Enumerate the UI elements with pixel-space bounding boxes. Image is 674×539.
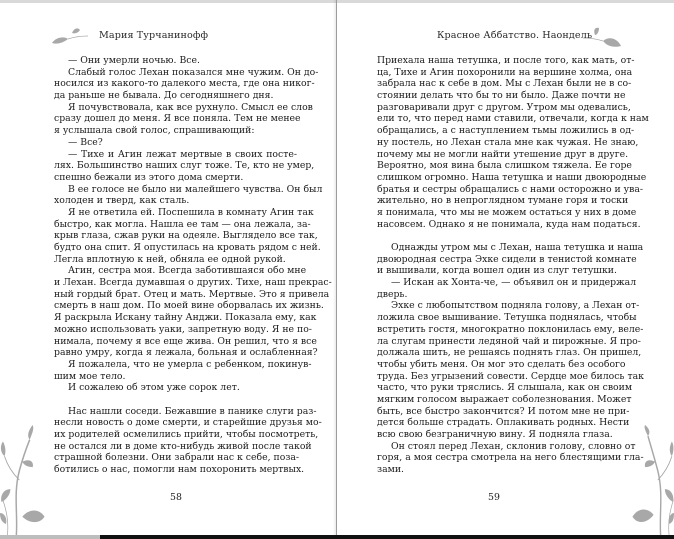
text-line: — Искан ак Хонта-че, — объявил он и придержал — [391, 277, 637, 289]
text-line: Нас нашли соседи. Бежавшие в панике слуги раз- — [68, 405, 317, 417]
text-line: должала шить, не решаясь поднять глаз. Он пришел, — [377, 347, 642, 359]
text-line: холоден и тверд, как сталь. — [54, 195, 190, 207]
text-line: ца, Тихе и Агин похоронили на вершине холма, она — [377, 66, 633, 78]
text-line: я понимала, что мы не можем остаться у них в доме — [377, 206, 637, 218]
text-line: Он стоял перед Лехан, склонив голову, словно от — [391, 440, 636, 452]
text-line: зами. — [377, 464, 404, 476]
text-line: ботились о нас, помогли нам похоронить мертвых. — [54, 464, 305, 476]
paragraph-break — [377, 230, 620, 242]
text-line: шим мое тело. — [54, 370, 126, 382]
text-line: Однажды утром мы с Лехан, наша тетушка и наша — [391, 242, 644, 253]
text-line: страшной болезни. Они забрали нас к себе, поза- — [54, 452, 300, 464]
text-line: часто, что руки тряслись. Я слышала, как он своим — [377, 382, 633, 394]
page-number-59: 59 — [488, 492, 500, 503]
text-line: встретить гостя, многократно поклонилась ему, веле- — [377, 323, 644, 335]
leaf-sprig-ornament-icon — [50, 24, 90, 46]
text-line: носился из какого-то далекого места, где она никог- — [54, 78, 315, 90]
left-page-body-text — [54, 55, 332, 476]
text-line: Легла вплотную к ней, обняла ее одной рукой. — [54, 253, 286, 265]
right-page-body-text — [377, 55, 649, 476]
text-line: и Лехан. Всегда думавшая о других. Тихе, наш прекрас- — [54, 277, 332, 289]
text-line: сразу дошел до меня. Я все поняла. Тем не менее — [54, 113, 301, 125]
text-line: Агин, сестра моя. Всегда заботившаяся обо мне — [68, 265, 307, 277]
text-line: Я раскрыла Искану тайну Анджи. Показала ему, как — [54, 312, 317, 324]
text-line: не остался ли в доме кто-нибудь живой после такой — [54, 440, 312, 452]
text-line: дется больше страдать. Оплакивать родных. Нести — [377, 417, 630, 429]
text-line: Эхке с любопытством подняла голову, а Лехан от- — [391, 300, 640, 312]
text-line: Я не ответила ей. Поспешила в комнату Агин так — [68, 206, 314, 218]
page-bottom-edge — [0, 535, 674, 539]
text-line: насовсем. Однако я не понимала, куда нам податься. — [377, 218, 641, 230]
paragraph-break — [54, 394, 297, 406]
text-line: быть, все быстро закончится? И потом мне не при- — [377, 405, 630, 417]
text-line: всю свою безграничную вину. Я подняла глаза. — [377, 429, 613, 440]
text-line: Вероятно, моя вина была слишком тяжела. Ее горе — [377, 160, 632, 172]
text-line: обращались, а с наступлением тьмы ложились в од- — [377, 125, 635, 137]
text-line: братья и сестры обращались с нами осторожно и ува- — [377, 183, 644, 195]
running-head-title: Красное Аббатство. Наондель — [437, 30, 593, 41]
text-line: слишком огромно. Наша тетушка и наши двоюродные — [377, 171, 647, 183]
text-line: нимала, почему я все еще жива. Он решил, что я все — [54, 335, 317, 347]
text-line: крыв глаза, сжав руки на одеяле. Выглядело все так, — [54, 230, 318, 242]
text-line: — Они умерли ночью. Все. — [68, 55, 200, 66]
text-line: забрала нас к себе в дом. Мы с Лехан были не в со- — [377, 78, 632, 90]
text-line: — Тихе и Агин лежат мертвые в своих посте- — [68, 148, 297, 160]
running-head-author: Мария Турчанинофф — [99, 30, 209, 41]
text-line: ложила свое вышивание. Тетушка поднялась, чтобы — [377, 312, 637, 324]
text-line: равно умру, когда я лежала, больная и ослабленная? — [54, 347, 318, 359]
text-line: можно использовать уаки, запретную воду. Я не по- — [54, 323, 312, 335]
right-page — [337, 0, 674, 535]
text-line: спешно бежали из этого дома смерти. — [54, 171, 244, 183]
text-line: ный гордый брат. Отец и мать. Мертвые. Это я привела — [54, 288, 330, 300]
text-line: Я пожалела, что не умерла с ребенком, покинув- — [68, 358, 312, 370]
text-line: двоюродная сестра Эхке сидели в тенистой комнате — [377, 253, 637, 265]
text-line: горя, а моя сестра смотрела на него блестящими гла- — [377, 452, 644, 464]
left-page — [0, 0, 336, 535]
text-line: их родителей осмелились прийти, чтобы посмотреть, — [54, 429, 319, 440]
text-line: жительно, но в непроглядном тумане горя и тоски — [377, 195, 629, 207]
text-line: смерть в наш дом. По моей вине оборвалась их жизнь. — [54, 300, 324, 312]
text-line: труда. Без угрызений совести. Сердце мое билось так — [377, 370, 644, 382]
text-line: лях. Большинство наших слуг тоже. Те, кто не умер, — [54, 160, 315, 172]
text-line: В ее голосе не было ни малейшего чувства. Он был — [68, 183, 323, 195]
text-line: Приехала наша тетушка, и после того, как мать, от- — [377, 55, 635, 66]
page-number-58: 58 — [170, 492, 182, 503]
text-line: несли новость о доме смерти, и старейшие друзья мо- — [54, 417, 322, 429]
text-line: и вышивали, когда вошел один из слуг тетушки. — [377, 265, 617, 277]
text-line: быстро, как могла. Нашла ее там — она лежала, за- — [54, 218, 311, 230]
text-line: стоянии делать что бы то ни было. Даже почти не — [377, 90, 626, 102]
text-line: ели то, что перед нами ставили, отвечали, когда к нам — [377, 113, 649, 125]
text-line: да раньше не бывала. До сегодняшнего дня. — [54, 90, 274, 102]
text-line: чтобы убить меня. Он мог это сделать без особого — [377, 358, 626, 370]
text-line: Я почувствовала, как все рухнуло. Смысл ее слов — [68, 101, 313, 113]
text-line: будто она спит. Я опустилась на кровать рядом с ней. — [54, 242, 321, 253]
text-line: И сожалею об этом уже сорок лет. — [68, 382, 240, 394]
floral-vine-ornament-icon — [0, 425, 52, 535]
text-line: Слабый голос Лехан показался мне чужим. Он до- — [68, 66, 319, 78]
text-line: дверь. — [377, 288, 408, 300]
text-line: разговаривали друг с другом. Утром мы одевались, — [377, 101, 631, 113]
text-line: — Все? — [68, 136, 103, 148]
text-line: ну постель, но Лехан стала мне как чужая. Не знаю, — [377, 136, 639, 148]
text-line: мягким голосом выражает соболезнования. Может — [377, 393, 632, 405]
text-line: я услышала свой голос, спрашивающий: — [54, 125, 255, 137]
page-bottom-edge-light — [0, 535, 100, 539]
text-line: почему мы не могли найти утешение друг в друге. — [377, 148, 629, 160]
text-line: ла слугам принести ледяной чай и пирожные. Я про- — [377, 335, 641, 347]
